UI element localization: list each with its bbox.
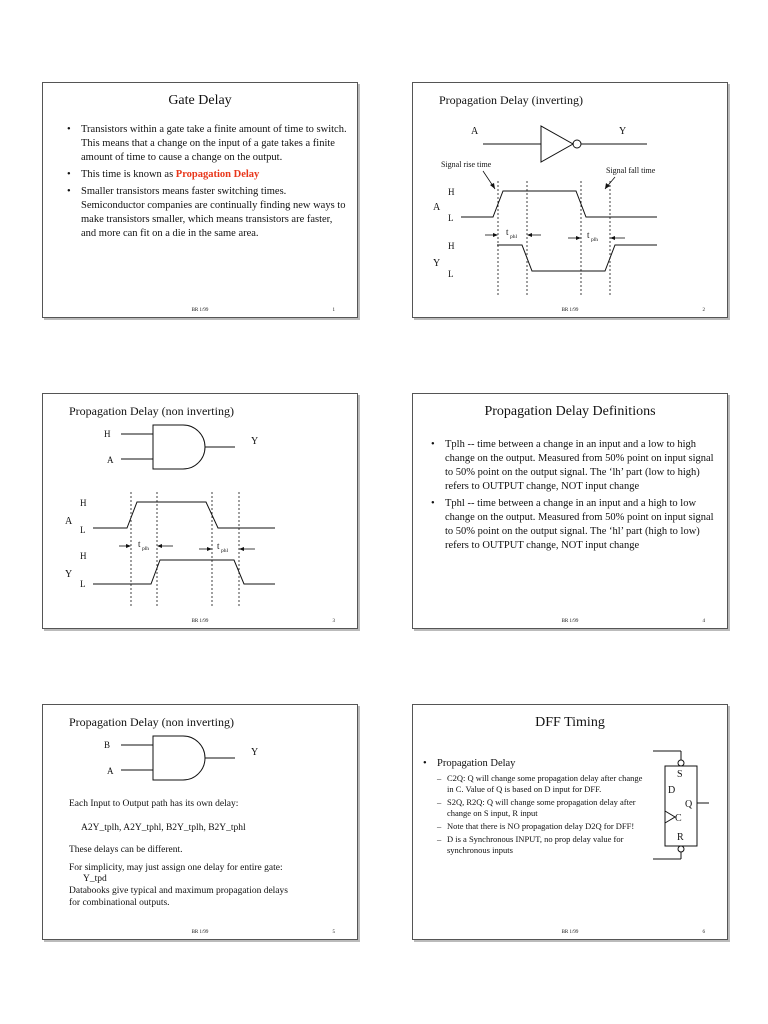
text-line: Each Input to Output path has its own delay: <box>69 799 239 809</box>
pin-c-label: C <box>675 813 682 824</box>
slide-dff-timing <box>412 704 728 940</box>
pin-q-label: Q <box>685 799 693 810</box>
high-label: H <box>448 241 455 251</box>
slide-title: Propagation Delay (non inverting) <box>69 404 234 418</box>
signal-y-waveform <box>93 560 275 584</box>
dff-symbol-diagram <box>413 705 729 941</box>
bullet-item: • Tphl -- time between a change in an input and a high to low change on the output. Measured from 50% point on input signal to 50% point on the output signal. The ‘hl’ part (high to low) refers to OUTPUT change, NOT input change <box>431 497 721 553</box>
signal-a-label: A <box>433 202 441 213</box>
footer-label: BR 1/99 <box>561 308 579 313</box>
text-line: Databooks give typical and maximum propagation delays <box>69 886 288 896</box>
delay-subscript: phl <box>510 234 518 240</box>
signal-a-label: A <box>65 516 73 527</box>
input-bottom-label: A <box>107 455 114 465</box>
slide-propagation-definitions <box>412 393 728 629</box>
delay-symbol: t <box>587 230 590 240</box>
page-number: 5 <box>332 930 335 935</box>
footer-label: BR 1/99 <box>561 930 579 935</box>
sub-bullet-item: – C2Q: Q will change some propagation delay after change in C. Value of Q is based on D input for DFF. <box>437 773 645 795</box>
bullet-text: Propagation Delay <box>437 758 516 769</box>
text-line: These delays can be different. <box>69 845 183 855</box>
bullet-text: This time is known as <box>81 169 176 180</box>
slide-title: Propagation Delay (non inverting) <box>69 715 234 729</box>
slide-propagation-paths <box>42 704 358 940</box>
sub-bullet-item: – S2Q, R2Q: Q will change some propagation delay after change on S input, R input <box>437 797 645 819</box>
pin-r-label: R <box>677 832 684 843</box>
bullet-item: • Transistors within a gate take a finite amount of time to switch. This means that a change on the input of a gate takes a finite amount of time to cause a change on the output. <box>67 123 349 165</box>
delay-subscript: plh <box>591 237 599 243</box>
signal-y-label: Y <box>65 569 73 580</box>
footer-label: BR 1/99 <box>191 619 209 624</box>
slide-title: Gate Delay <box>168 93 232 108</box>
slide-title: DFF Timing <box>535 715 605 730</box>
high-label: H <box>80 551 87 561</box>
delay-symbol: t <box>138 539 141 549</box>
input-bottom-label: A <box>107 766 114 776</box>
sub-bullet-item: – D is a Synchronous INPUT, no prop delay value for synchronous inputs <box>437 834 645 856</box>
output-label: Y <box>619 126 627 137</box>
fall-time-label: Signal fall time <box>606 166 656 175</box>
text-line: for combinational outputs. <box>69 898 170 908</box>
bullet-item: • Tplh -- time between a change in an input and a low to high change on the output. Measured from 50% point on input signal to 50% point on the output signal. The ‘lh’ part (low to high) refers to OUTPUT change, NOT input change <box>431 438 721 494</box>
output-label: Y <box>251 747 259 758</box>
input-top-label: H <box>104 429 111 439</box>
signal-y-label: Y <box>433 258 441 269</box>
rise-time-label: Signal rise time <box>441 160 492 169</box>
delay-symbol: t <box>217 541 220 551</box>
high-label: H <box>448 187 455 197</box>
slide-propagation-inverting <box>412 82 728 318</box>
signal-a-waveform <box>461 191 657 217</box>
tphl-dimension <box>199 541 255 554</box>
page-number: 2 <box>702 308 705 313</box>
delay-symbol: t <box>506 227 509 237</box>
slide-title: Propagation Delay Definitions <box>484 404 656 419</box>
slide-title: Propagation Delay (inverting) <box>439 93 583 107</box>
signal-y-waveform <box>497 245 657 271</box>
low-label: L <box>448 213 454 223</box>
tphl-dimension <box>485 227 541 240</box>
footer-label: BR 1/99 <box>191 308 209 313</box>
inverter-timing-diagram <box>413 83 729 319</box>
delay-subscript: phl <box>221 548 229 554</box>
pin-d-label: D <box>668 785 676 796</box>
tplh-dimension <box>119 539 173 552</box>
delay-paths: A2Y_tplh, A2Y_tphl, B2Y_tplh, B2Y_tphl <box>81 823 246 833</box>
bullet-list <box>67 123 349 244</box>
slide-propagation-non-inverting <box>42 393 358 629</box>
high-label: H <box>80 498 87 508</box>
and-gate-icon <box>121 425 235 469</box>
page-number: 6 <box>702 930 705 935</box>
signal-a-waveform <box>93 502 275 528</box>
pin-s-label: S <box>677 769 683 780</box>
highlight-term: Propagation Delay <box>175 169 260 180</box>
page-number: 3 <box>332 619 335 624</box>
low-label: L <box>80 579 86 589</box>
footer-label: BR 1/99 <box>561 619 579 624</box>
and-gate-icon <box>121 736 235 780</box>
text-line: Y_tpd <box>83 874 107 884</box>
bullet-item <box>67 168 349 182</box>
page-number: 1 <box>332 308 335 313</box>
low-label: L <box>448 269 454 279</box>
text-line: For simplicity, may just assign one delay for entire gate: <box>69 863 283 873</box>
low-label: L <box>80 525 86 535</box>
page-number: 4 <box>702 619 705 624</box>
tplh-dimension <box>568 230 625 243</box>
input-top-label: B <box>104 740 111 750</box>
input-label: A <box>471 126 479 137</box>
bullet-item: • Smaller transistors means faster switching times. Semiconductor companies are continually finding new ways to make transistors smaller, which means transistors are faster, and more can fit on a die in the same area. <box>67 185 349 241</box>
footer-label: BR 1/99 <box>191 930 209 935</box>
arrowhead <box>490 183 495 189</box>
output-label: Y <box>251 436 259 447</box>
delay-subscript: plh <box>142 546 150 552</box>
slide-gate-delay <box>42 82 358 318</box>
bullet-list <box>431 438 721 556</box>
sub-bullet-item: – Note that there is NO propagation delay D2Q for DFF! <box>437 821 645 832</box>
and-gate-timing-diagram <box>43 394 359 630</box>
